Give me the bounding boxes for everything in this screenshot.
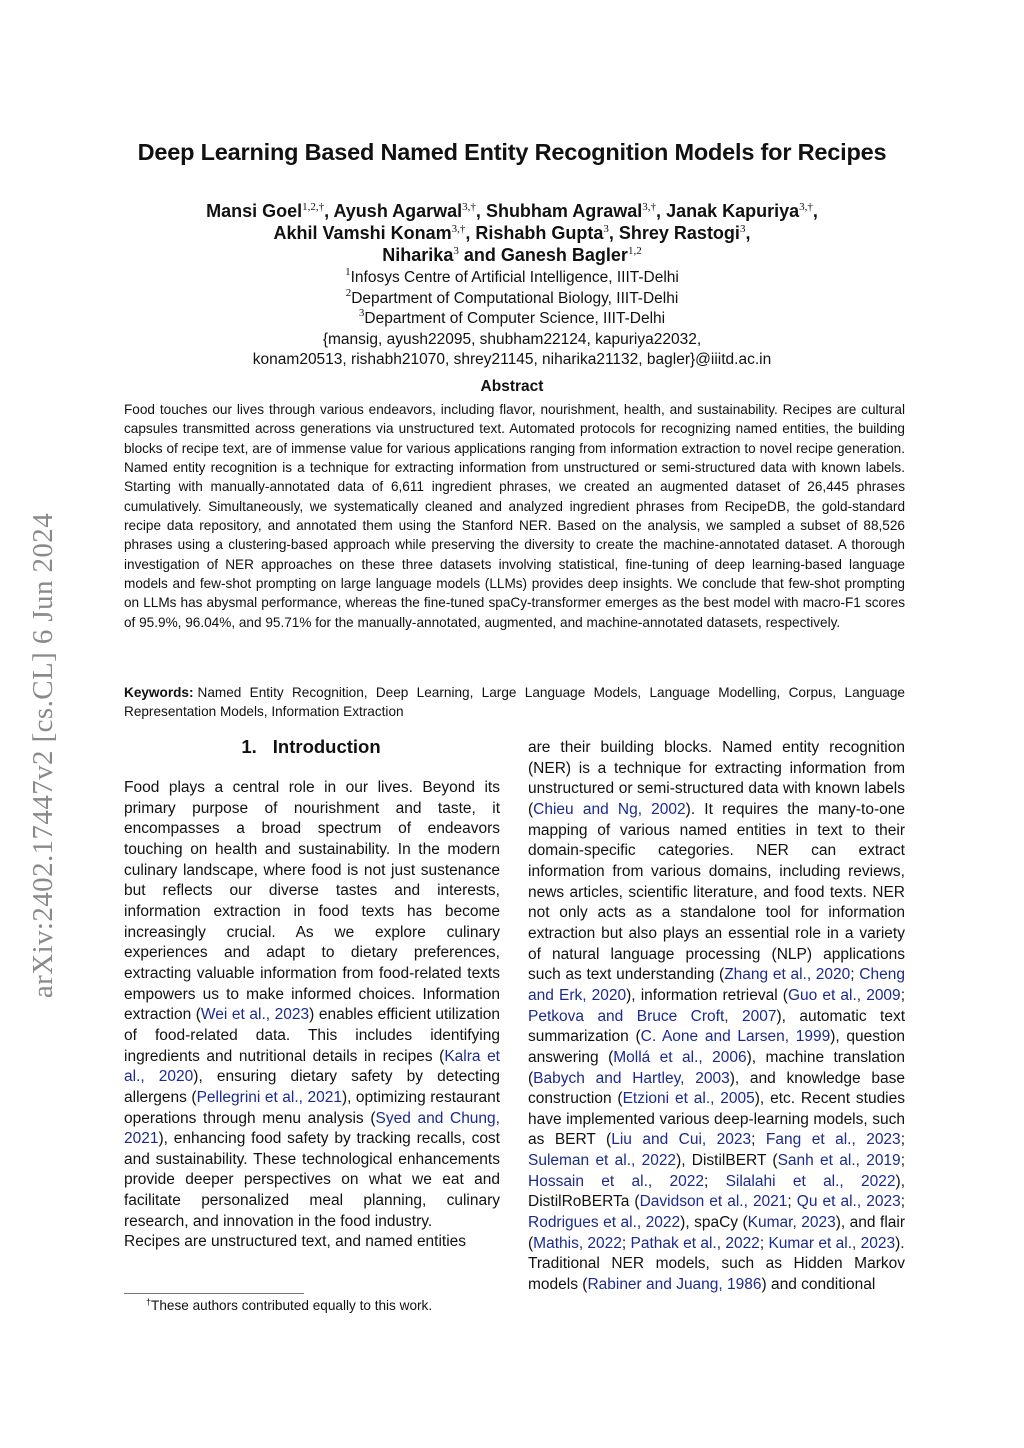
affiliation-text: Department of Computational Biology, IIIT-Delhi — [351, 289, 679, 307]
affiliation-mark: 3 — [358, 307, 365, 319]
author-name: Rishabh Gupta — [475, 223, 604, 243]
body-text: ), spaCy ( — [680, 1214, 748, 1232]
body-text: ; — [703, 1172, 726, 1190]
citation-link[interactable]: Davidson et al., 2021 — [639, 1193, 788, 1211]
right-column — [528, 738, 905, 1296]
author-name: Ayush Agarwal — [333, 201, 463, 221]
author-conjunction: and — [463, 245, 496, 265]
footnote-text: These authors contributed equally to this work. — [151, 1298, 433, 1313]
body-text: ; — [850, 966, 860, 984]
affiliation-text: Department of Computer Science, IIIT-Delhi — [364, 310, 666, 327]
paper-title: Deep Learning Based Named Entity Recognition Models for Recipes — [137, 139, 887, 165]
author-name: Shrey Rastogi — [618, 223, 740, 243]
footnote-mark: † — [146, 1297, 152, 1307]
body-text: ), enhancing food safety by tracking recalls, cost and sustainability. These technological enhancements provide deeper perspectives on what we eat and facilitate personalized meal planning, culinary research, and innovation in the food industry. — [124, 1130, 500, 1230]
citation-link[interactable]: Syed and Chung, 2021 — [124, 1109, 500, 1148]
citation-link[interactable]: Wei et al., 2023 — [200, 1006, 310, 1024]
author-affil-mark: 3,† — [642, 201, 657, 213]
body-text: ), question answering ( — [528, 1028, 905, 1066]
keywords — [124, 683, 905, 722]
author-affil-mark: 3 — [453, 245, 459, 257]
body-text: ; — [900, 1131, 905, 1149]
citation-link[interactable]: Zhang et al., 2020 — [724, 966, 851, 984]
keywords-text: Named Entity Recognition, Deep Learning, Large Language Models, Language Modelling, Corpus, Language Representation Models, Information Extraction — [124, 685, 905, 720]
paragraph — [124, 778, 500, 1232]
body-text: ), information retrieval ( — [626, 986, 788, 1004]
citation-link[interactable]: Rabiner and Juang, 1986 — [587, 1276, 762, 1294]
citation-link[interactable]: Cheng and Erk, 2020 — [528, 966, 905, 1004]
body-text: ; — [787, 1193, 797, 1211]
author-affil-mark: 3 — [739, 223, 746, 235]
citation-link[interactable]: Liu and Cui, 2023 — [611, 1131, 752, 1149]
author-name: Shubham Agrawal — [485, 201, 643, 221]
citation-link[interactable]: Pellegrini et al., 2021 — [196, 1088, 342, 1106]
body-text: ; — [751, 1131, 766, 1149]
citation-link[interactable]: Sanh et al., 2019 — [777, 1152, 901, 1170]
citation-link[interactable]: Mathis, 2022 — [533, 1234, 622, 1252]
citation-link[interactable]: Qu et al., 2023 — [796, 1193, 901, 1211]
author-line-2: Akhil Vamshi Konam$^{3,\dagger}$, Rishabh Gupta$^3$, Shrey Rastogi$^3$, — [273, 223, 751, 243]
author-name: Ganesh Bagler — [500, 245, 628, 265]
section-heading-introduction — [124, 736, 498, 758]
affiliation-1 — [0, 268, 1024, 289]
citation-link[interactable]: Rodrigues et al., 2022 — [528, 1214, 681, 1232]
author-name: Akhil Vamshi Konam — [273, 223, 452, 243]
author-affil-mark: 3 — [603, 223, 609, 235]
paragraph — [528, 738, 905, 1254]
author-affil-mark: 3,† — [462, 201, 476, 213]
abstract-body: Food touches our lives through various endeavors, including flavor, nourishment, health, and sustainability. Recipes are cultural capsules transmitted across generations via unstructured text. Automated protocols for recognizing named entities, the building blocks of recipe text, are of immense value for various applications ranging from information extraction to novel recipe generation. Named entity recognition is a technique for extracting information from unstructured or semi-structured data with known labels. Starting with manually-annotated data of 6,611 ingredient phrases, we created an augmented dataset of 26,445 phrases cumulatively. Simultaneously, we systematically cleaned and analyzed ingredient phrases from RecipeDB, the gold-standard recipe data repository, and annotated them using the Stanford NER. Based on the analysis, we sampled a subset of 88,526 phrases using a clustering-based approach while preserving the diversity to create the machine-annotated dataset. A thorough investigation of NER approaches on these three datasets involving statistical, fine-tuning of deep learning-based language models and few-shot prompting on large language models (LLMs) provides deep insights. We conclude that few-shot prompting on LLMs has abysmal performance, whereas the fine-tuned spaCy-transformer emerges as the best model with macro-F1 scores of 95.9%, 96.04%, and 95.71% for the manually-annotated, augmented, and machine-annotated datasets, respectively. — [124, 402, 905, 630]
author-affil-mark: 3,† — [451, 223, 466, 235]
author-line-1: Mansi Goel$^{1,2,\dagger}$, Ayush Agarwal$^{3,\dagger}$, Shubham Agrawal$^{3,\dagger}$, Janak Kapuriya$^{3,\dagger}$, — [206, 201, 818, 221]
body-text: ; — [759, 1234, 769, 1252]
affiliations — [0, 268, 1024, 371]
body-text: ; — [900, 986, 905, 1004]
arxiv-identifier — [20, 470, 68, 1040]
citation-link[interactable]: Pathak et al., 2022 — [630, 1234, 760, 1252]
affiliation-mark: 1 — [345, 266, 351, 278]
affiliation-mark: 2 — [345, 286, 352, 299]
body-text: ; — [621, 1234, 631, 1252]
citation-link[interactable]: Petkova and Bruce Croft, 2007 — [528, 1007, 777, 1025]
section-title: Introduction — [272, 736, 381, 757]
body-text: ), automatic text summarization ( — [528, 1007, 906, 1046]
body-text: ), machine translation ( — [528, 1048, 906, 1087]
footnote — [146, 1297, 432, 1315]
author-name: Mansi Goel — [206, 201, 303, 221]
citation-link[interactable]: Hossain et al., 2022 — [528, 1172, 704, 1190]
author-affil-mark: 3,† — [799, 201, 813, 213]
body-text: ). — [895, 1234, 905, 1252]
citation-link[interactable]: Mollá et al., 2006 — [613, 1048, 747, 1066]
arxiv-id-text: arXiv:2402.17447v2 [cs.CL] 6 Jun 2024 — [27, 512, 60, 998]
citation-link[interactable]: Babych and Hartley, 2003 — [533, 1069, 730, 1087]
affiliation-3 — [0, 309, 1024, 330]
citation-link[interactable]: Fang et al., 2023 — [765, 1131, 901, 1149]
body-text: Traditional NER models, such as Hidden Markov models ( — [528, 1255, 905, 1294]
body-text: ; — [900, 1152, 905, 1170]
citation-link[interactable]: Etzioni et al., 2005 — [622, 1090, 755, 1108]
author-name: Janak Kapuriya — [666, 201, 800, 221]
body-text: ), optimizing restaurant operations through menu analysis ( — [124, 1088, 501, 1127]
author-name: Niharika — [382, 245, 454, 265]
citation-link[interactable]: Kalra et al., 2020 — [124, 1047, 500, 1086]
body-text: ), DistilBERT ( — [676, 1152, 778, 1170]
body-text: ; — [900, 1193, 905, 1211]
body-text: are their building blocks. Named entity recognition (NER) is a technique for extracting information from unstructured or semi-structured data with known labels ( — [528, 739, 905, 818]
body-text: ), DistilRoBERTa ( — [528, 1172, 905, 1211]
author-affil-mark: 1,2 — [627, 245, 642, 257]
citation-link[interactable]: Guo et al., 2009 — [787, 986, 901, 1004]
citation-link[interactable]: Chieu and Ng, 2002 — [533, 800, 686, 818]
left-column — [124, 778, 500, 1253]
body-text: Recipes are unstructured text, and named entities — [124, 1233, 467, 1251]
section-number: 1. — [241, 736, 257, 757]
body-text: ) and conditional — [761, 1276, 876, 1294]
keywords-label: Keywords: — [124, 685, 194, 700]
body-text: ), ensuring dietary safety by detecting allergens ( — [124, 1068, 500, 1106]
author-list — [0, 200, 1024, 266]
paragraph — [528, 1254, 905, 1295]
affiliation-2 — [0, 286, 1024, 310]
citation-link[interactable]: C. Aone and Larsen, 1999 — [640, 1028, 831, 1046]
body-text: Food plays a central role in our lives. Beyond its primary purpose of nourishment and taste, it encompasses a broad spectrum of endeavors touching on health and sustainability. In the modern culinary landscape, where food is not just sustenance but reflects our diverse tastes and interests, information extraction in food texts has become increasingly crucial. As we explore culinary experiences and adapt to dietary preferences, extracting valuable information from food-related texts empowers us to make informed choices. Information extraction ( — [124, 779, 500, 1024]
author-affil-mark: 1,2,† — [302, 201, 325, 213]
citation-link[interactable]: Suleman et al., 2022 — [528, 1152, 677, 1170]
citation-link[interactable]: Kumar et al., 2023 — [768, 1234, 896, 1252]
footnote-rule — [124, 1293, 304, 1294]
author-line-3 — [0, 244, 1024, 266]
affiliation-text: Infosys Centre of Artificial Intelligence, IIIT-Delhi — [350, 269, 679, 286]
citation-link[interactable]: Silalahi et al., 2022 — [725, 1172, 896, 1190]
paragraph — [124, 1232, 500, 1253]
author-emails-line-2: konam20513, rishabh21070, shrey21145, niharika21132, bagler}@iiitd.ac.in — [252, 351, 772, 368]
body-text: ), and flair ( — [528, 1214, 905, 1252]
body-text: ). It requires the many-to-one mapping of various named entities in text to their domain-specific categories. NER can extract information from various domains, including reviews, news articles, scientific literature, and food texts. NER not only acts as a standalone tool for information extraction but also plays an essential role in a variety of natural language processing (NLP) applications such as text understanding ( — [528, 800, 905, 984]
citation-link[interactable]: Kumar, 2023 — [747, 1214, 836, 1232]
author-emails-line-1: {mansig, ayush22095, shubham22124, kapuriya22032, — [322, 330, 702, 348]
body-text: ) enables efficient utilization of food-related data. This includes identifying ingredients and nutritional details in recipes ( — [124, 1006, 500, 1065]
body-text: ), and knowledge base construction ( — [528, 1069, 906, 1108]
body-text: ), etc. Recent studies have implemented various deep-learning models, such as BERT ( — [528, 1090, 905, 1149]
abstract-heading: Abstract — [480, 378, 544, 395]
